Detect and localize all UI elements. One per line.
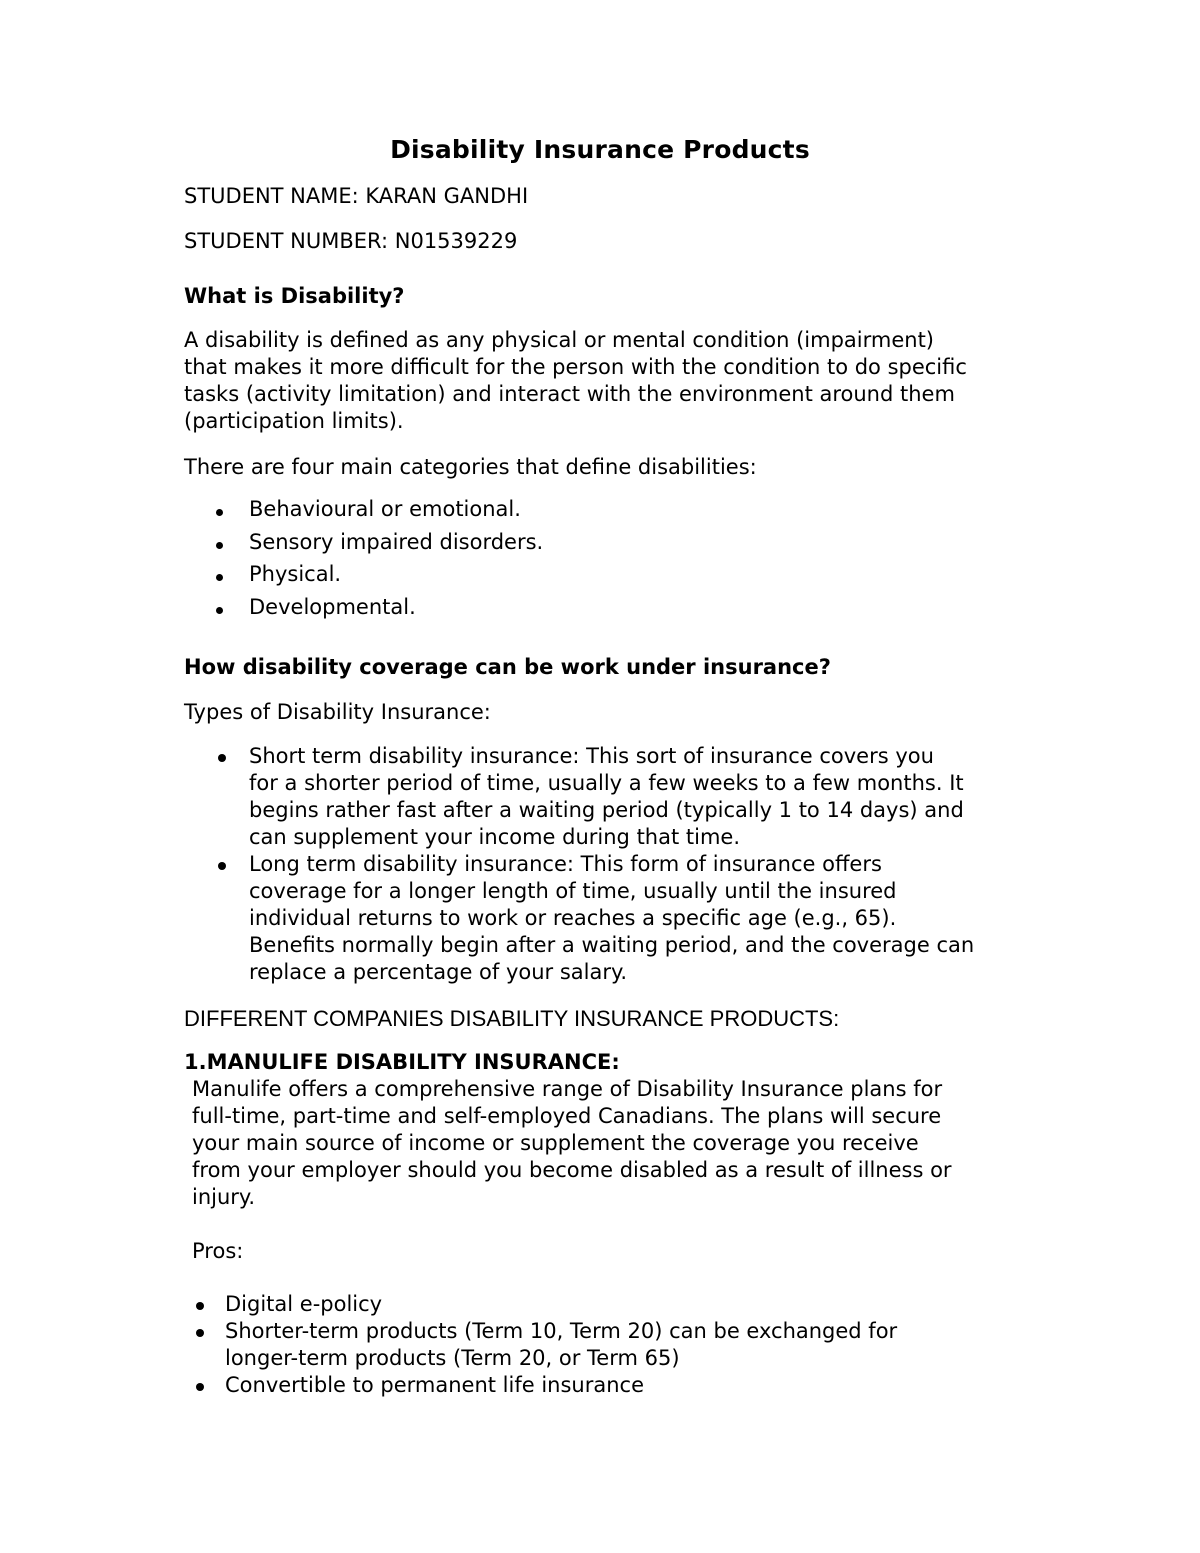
bullet-icon [218,754,226,762]
bullet-icon [216,509,223,516]
types-intro: Types of Disability Insurance: [184,700,491,724]
list-item-text: Physical. [249,562,342,586]
paragraph-line: that makes it more difficult for the person with the condition to do specific [184,355,967,379]
list-item-line: longer-term products (Term 20, or Term 65) [225,1346,680,1370]
companies-heading-colon: : [833,1006,840,1031]
list-item-line: Long term disability insurance: This form of insurance offers [249,852,882,876]
companies-heading-text: DIFFERENT COMPANIES DISABILITY INSURANCE PRODUCTS [184,1006,834,1031]
manulife-heading: 1.MANULIFE DISABILITY INSURANCE: [184,1050,620,1074]
categories-list [184,497,543,627]
list-item-line: individual returns to work or reaches a specific age (e.g., 65). [249,906,897,930]
list-item-line: Short term disability insurance: This sort of insurance covers you [249,744,934,768]
list-item [184,1372,897,1399]
paragraph-line: full-time, part-time and self-employed Canadians. The plans will secure [192,1104,942,1128]
list-item [184,562,543,595]
document-title: Disability Insurance Products [390,135,810,164]
list-item-text: Developmental. [249,594,416,619]
insurance-types-list [184,743,974,986]
list-item-line: for a shorter period of time, usually a few weeks to a few months. It [249,771,964,795]
list-item [184,1291,897,1318]
list-item-line: can supplement your income during that time. [249,825,741,849]
paragraph-line: (participation limits). [184,409,404,433]
section-heading-companies [184,1005,839,1032]
section-heading-what-is-disability: What is Disability? [184,284,405,308]
list-item [184,595,543,628]
list-item [184,851,974,986]
list-item [184,743,974,851]
bullet-icon [216,542,223,549]
student-name: STUDENT NAME: KARAN GANDHI [184,184,529,208]
manulife-paragraph [192,1076,1032,1211]
bullet-icon [218,862,226,870]
list-item-text: Behavioural or emotional. [249,497,521,521]
section-heading-coverage: How disability coverage can be work under insurance? [184,655,831,679]
list-item-line: replace a percentage of your salary. [249,960,628,984]
pros-list [184,1291,897,1399]
list-item-line: begins rather fast after a waiting period (typically 1 to 14 days) and [249,798,964,822]
paragraph-line: your main source of income or supplement the coverage you receive [192,1131,919,1155]
list-item-line: Convertible to permanent life insurance [225,1373,645,1397]
bullet-icon [216,607,223,614]
bullet-icon [216,574,223,581]
paragraph-line: from your employer should you become disabled as a result of illness or [192,1158,952,1182]
list-item-line: Benefits normally begin after a waiting period, and the coverage can [249,933,975,957]
paragraph-line: Manulife offers a comprehensive range of Disability Insurance plans for [192,1077,943,1101]
list-item-line: Shorter-term products (Term 10, Term 20) can be exchanged for [225,1319,898,1343]
list-item [184,1318,897,1372]
paragraph-line: injury. [192,1185,256,1209]
list-item-line: coverage for a longer length of time, usually until the insured [249,879,897,903]
list-item [184,530,543,563]
paragraph-line: tasks (activity limitation) and interact with the environment around them [184,382,955,406]
disability-definition-paragraph [184,327,1024,435]
pros-label: Pros: [192,1239,244,1263]
list-item-line: Digital e-policy [225,1292,383,1316]
categories-intro: There are four main categories that define disabilities: [184,455,757,479]
bullet-icon [196,1383,204,1391]
list-item [184,497,543,530]
student-number: STUDENT NUMBER: N01539229 [184,229,518,253]
bullet-icon [196,1302,204,1310]
paragraph-line: A disability is defined as any physical or mental condition (impairment) [184,328,935,352]
list-item-text: Sensory impaired disorders. [249,529,544,554]
bullet-icon [196,1329,204,1337]
